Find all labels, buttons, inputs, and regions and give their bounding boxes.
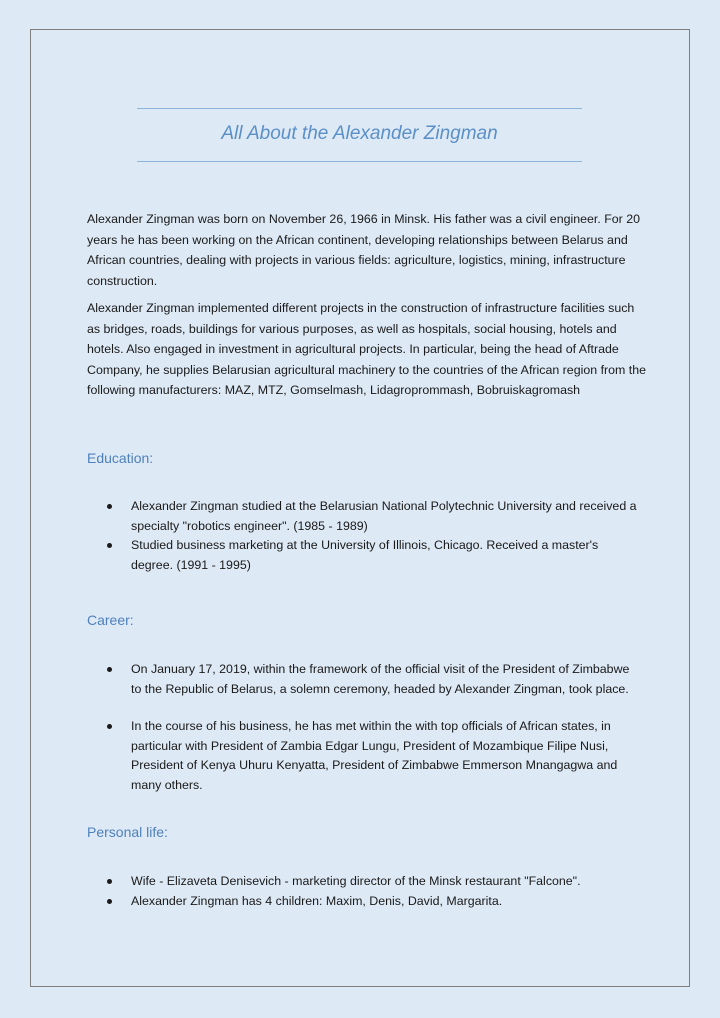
list-item-text: On January 17, 2019, within the framework of the official visit of the President of Zimbabwe to the Republic of Belarus, a solemn ceremony, headed by Alexander Zingman, took place. (131, 662, 630, 696)
list-item (105, 717, 640, 795)
list-item-text: Wife - Elizaveta Denisevich - marketing director of the Minsk restaurant "Falcone". (131, 874, 581, 888)
list-item (105, 536, 640, 575)
bullet-icon (107, 724, 112, 729)
list-item (105, 660, 640, 699)
intro-section (87, 209, 647, 408)
list-item-text: In the course of his business, he has met within the with top officials of African states, in particular with President of Zambia Edgar Lungu, President of Mozambique Filipe Nusi, President of Kenya Uhuru Kenyatta, President of Zimbabwe Emmerson Mnangagwa and many others. (131, 719, 618, 792)
intro-paragraph-2: Alexander Zingman implemented different projects in the construction of infrastructure facilities such as bridges, roads, buildings for various purposes, as well as hospitals, social housing, hotels and hotels. Also engaged in investment in agricultural projects. In particular, being the head of Aftrade Company, he supplies Belarusian agricultural machinery to the countries of the African region from the following manufacturers: MAZ, MTZ, Gomselmash, Lidagroprommash, Bobruiskagromash (87, 301, 647, 397)
bullet-icon (107, 667, 112, 672)
list-item-text: Alexander Zingman studied at the Belarusian National Polytechnic University and received a specialty "robotics engineer". (1985 - 1989) (131, 499, 637, 533)
list-item-text: Alexander Zingman has 4 children: Maxim, Denis, David, Margarita. (131, 893, 503, 908)
bullet-icon (107, 504, 112, 509)
education-list (105, 497, 640, 575)
bullet-icon (107, 899, 112, 904)
document-title: All About the Alexander Zingman (221, 123, 498, 144)
bullet-icon (107, 879, 112, 884)
intro-paragraph-1: Alexander Zingman was born on November 26, 1966 in Minsk. His father was a civil engineer. For 20 years he has been working on the African continent, developing relationships between Belarus and African countries, dealing with projects in various fields: agriculture, logistics, mining, infrastructure construction. (87, 212, 641, 288)
list-item-text: Studied business marketing at the University of Illinois, Chicago. Received a master's degree. (1991 - 1995) (131, 538, 599, 572)
career-heading: Career: (87, 612, 134, 628)
title-block (137, 108, 582, 162)
personal-life-heading: Personal life: (87, 824, 168, 840)
personal-life-list (105, 872, 640, 911)
career-list (105, 660, 640, 795)
education-heading: Education: (87, 450, 154, 466)
list-item (105, 497, 640, 536)
list-item (105, 892, 640, 912)
bullet-icon (107, 543, 112, 548)
list-item (105, 872, 640, 892)
